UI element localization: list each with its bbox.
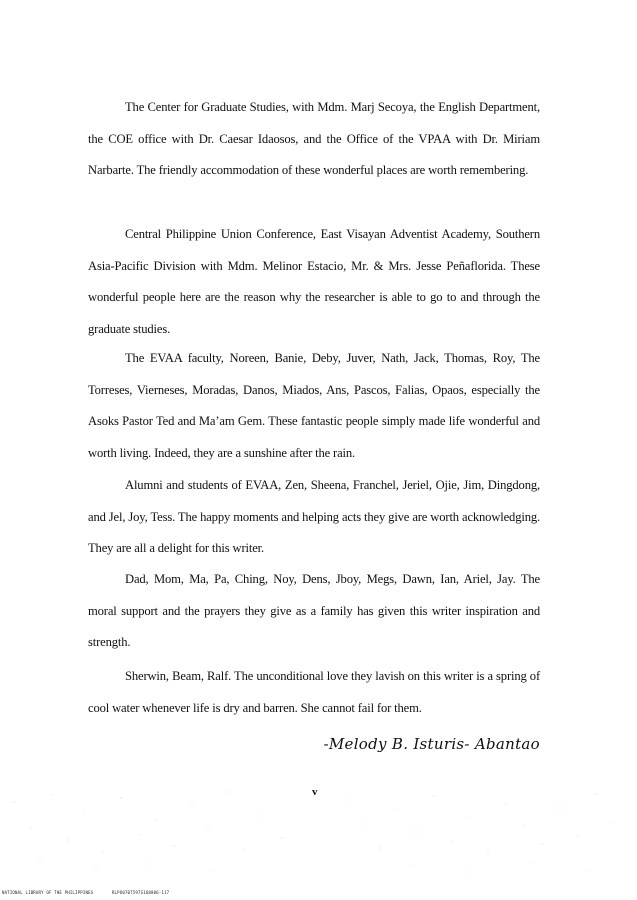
library-stamp [2,890,169,895]
page-number: v [312,786,318,798]
library-name: NATIONAL LIBRARY OF THE PHILIPPINES [2,890,94,895]
acknowledgment-paragraph-5: Dad, Mom, Ma, Pa, Ching, Noy, Dens, Jboy, Megs, Dawn, Ian, Ariel, Jay. The moral support and the prayers they give as a family has given this writer inspiration and strength. [88,572,540,650]
acknowledgment-paragraph-3: The EVAA faculty, Noreen, Banie, Deby, Juver, Nath, Jack, Thomas, Roy, The Torreses, Vierneses, Moradas, Danos, Miados, Ans, Pascos, Falias, Opaos, especially the Asoks Pastor Ted and Ma’am Gem. These fantastic people simply made life wonderful and worth living. Indeed, they are a sunshine after the rain. [88,351,540,461]
acknowledgment-paragraph-6: Sherwin, Beam, Ralf. The unconditional love they lavish on this writer is a spring of cool water whenever life is dry and barren. She cannot fail for them. [88,669,540,715]
acknowledgment-paragraph-4: Alumni and students of EVAA, Zen, Sheena, Franchel, Jeriel, Ojie, Jim, Dingdong, and Jel, Joy, Tess. The happy moments and helping acts they give are worth acknowledging. They are all a delight for this writer. [88,478,540,556]
author-signature: -Melody B. Isturis- Abantao [323,735,540,753]
acknowledgment-paragraph-2: Central Philippine Union Conference, East Visayan Adventist Academy, Southern Asia-Pacific Division with Mdm. Melinor Estacio, Mr. & Mrs. Jesse Peñaflorida. These wonderful people here are the reason why the researcher is able to go to and through the graduate studies. [88,227,540,337]
document-code: RLPO0707597S168806-117 [111,890,170,895]
scan-noise-speckles [0,780,637,880]
acknowledgment-paragraph-1: The Center for Graduate Studies, with Mdm. Marj Secoya, the English Department, the COE office with Dr. Caesar Idaosos, and the Office of the VPAA with Dr. Miriam Narbarte. The friendly accommodation of these wonderful places are worth remembering. [88,100,540,178]
